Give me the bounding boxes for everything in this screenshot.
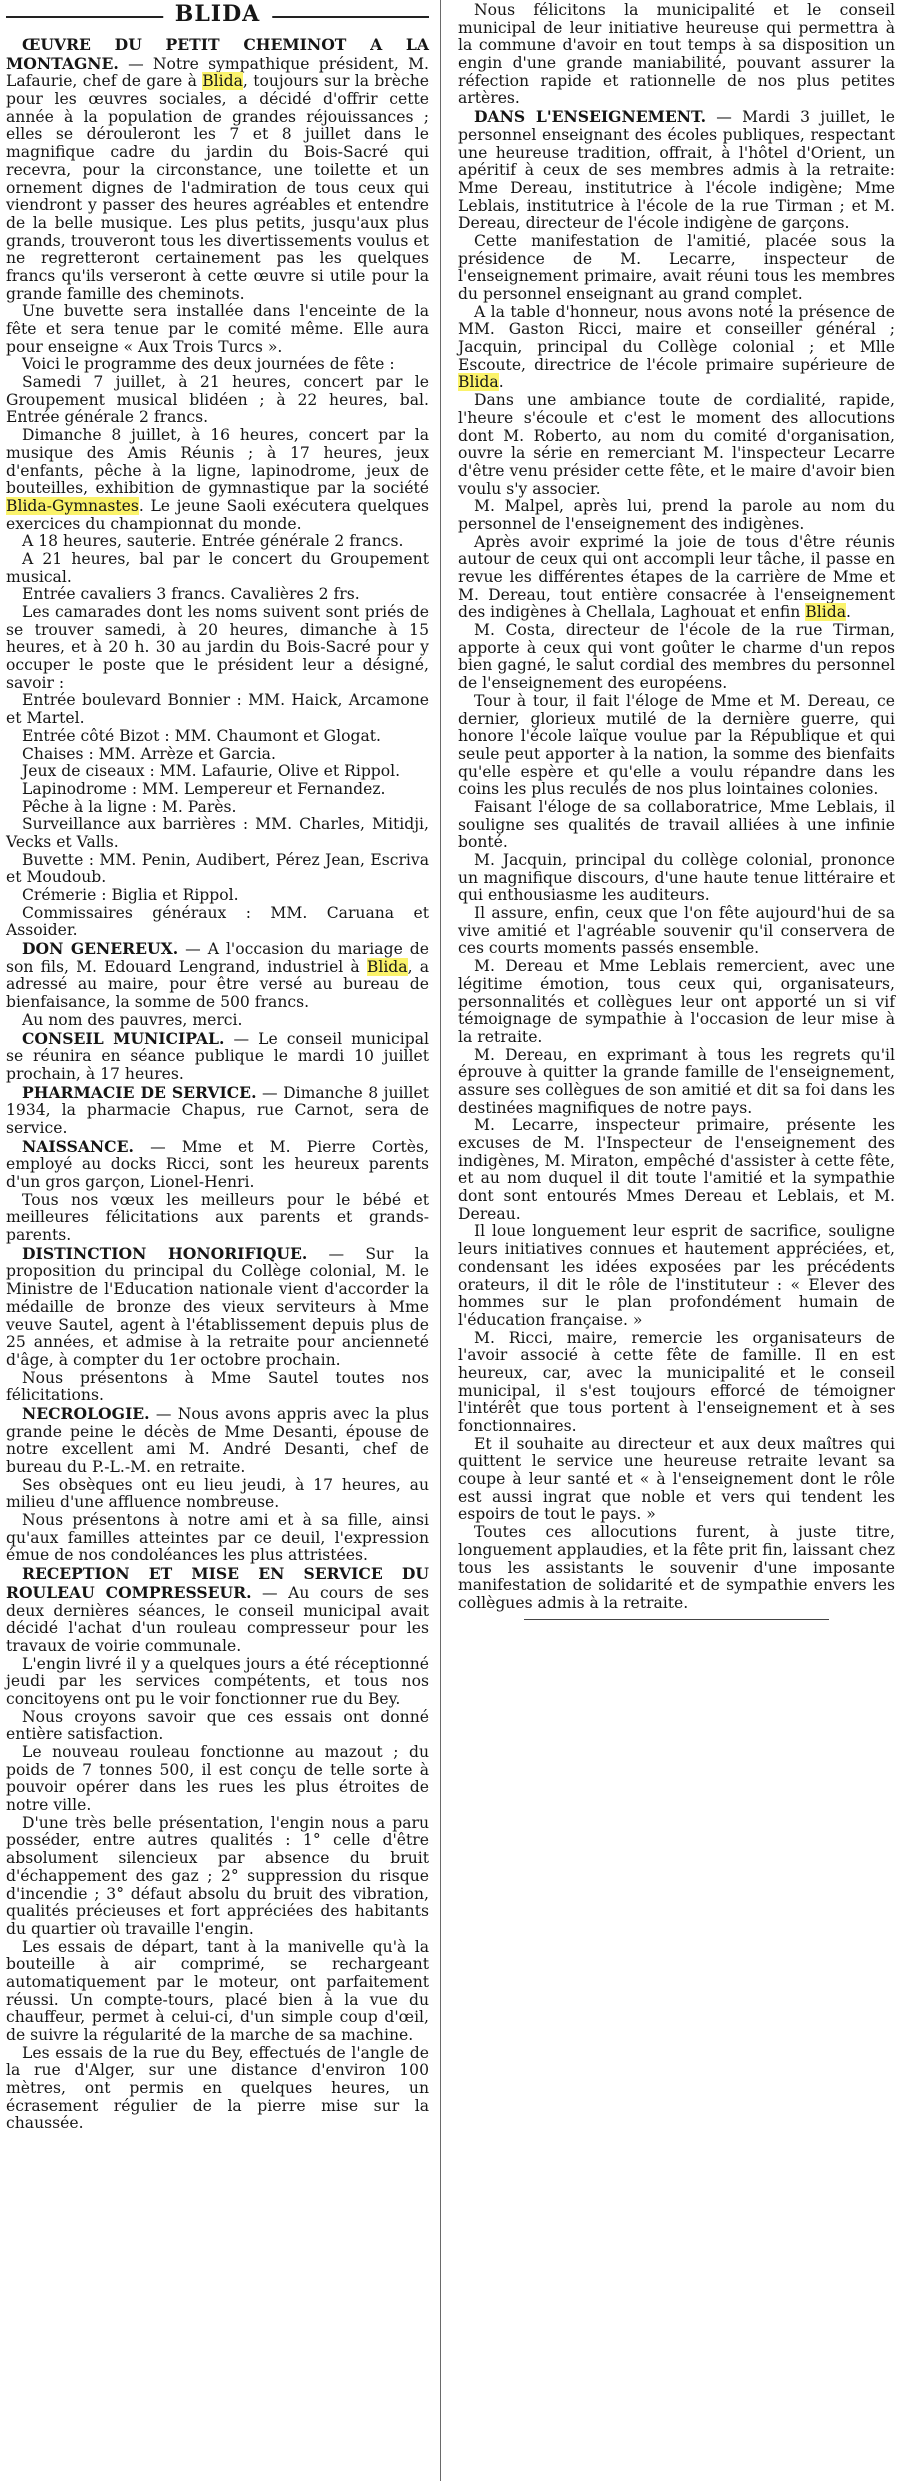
article-paragraph: M. Ricci, maire, remercie les organisateurs de l'avoir associé à cette fête de famille. Il en est heureux, car, avec la municipalité et le conseil municipal, il s'est toujours efforcé de témoigner l'intérêt que tous portent à l'enseignement et à ses fonctionnaires. xyxy=(458,1328,895,1435)
article-paragraph: Le nouveau rouleau fonctionne au mazout ; du poids de 7 tonnes 500, il est conçu de telle sorte à pouvoir opérer dans les rues les plus étroites de notre ville. xyxy=(6,1743,429,1815)
article-paragraph: PHARMACIE DE SERVICE. — Dimanche 8 juillet 1934, la pharmacie Chapus, rue Carnot, sera de service. xyxy=(6,1082,429,1137)
article-paragraph: Entrée cavaliers 3 francs. Cavalières 2 frs. xyxy=(22,585,360,604)
article-paragraph: Surveillance aux barrières : MM. Charles, Mitidji, Vecks et Valls. xyxy=(6,815,429,851)
article-paragraph: Nous croyons savoir que ces essais ont donné entière satisfaction. xyxy=(6,1707,429,1744)
article-paragraph: Nous présentons à notre ami et à sa fille, ainsi qu'aux familles atteintes par ce deuil, l'expression émue de nos condoléances les plus attristées. xyxy=(6,1511,429,1565)
article-paragraph: Commissaires généraux : MM. Caruana et Assoider. xyxy=(6,903,429,940)
article-paragraph: A 21 heures, bal par le concert du Groupement musical. xyxy=(6,549,429,586)
article-paragraph: Après avoir exprimé la joie de tous d'être réunis autour de ceux qui ont accompli leur tâche, il passe en revue les différentes étapes de la carrière de Mme et M. Dereau, tout entière consacrée à l'enseignement des indigènes à Chellala, Laghouat et enfin Blida. xyxy=(458,532,895,622)
section-masthead xyxy=(6,2,429,34)
article-paragraph: Tour à tour, il fait l'éloge de Mme et M. Dereau, ce dernier, glorieux mutilé de la dernière guerre, qui honore l'école laïque voulue par la République et qui seule peut apporter à la nation, la somme des bienfaits qu'elle espère et qu'elle a voulu répandre dans les coins les plus reculés de nos plus lointaines colonies. xyxy=(458,691,895,799)
article-paragraph: L'engin livré il y a quelques jours a été réceptionné jeudi par les services compétents, et tous nos concitoyens ont pu le voir fonctionner rue du Bey. xyxy=(6,1654,429,1708)
article-paragraph: Ses obsèques ont eu lieu jeudi, à 17 heures, au milieu d'une affluence nombreuse. xyxy=(6,1475,429,1512)
section-title: BLIDA xyxy=(163,2,273,27)
article-paragraph: DON GENEREUX. — A l'occasion du mariage de son fils, M. Edouard Lengrand, industriel à Blida, a adressé au maire, pour être versé au bureau de bienfaisance, la somme de 500 francs. xyxy=(6,939,429,1012)
article-paragraph: A 18 heures, sauterie. Entrée générale 2 francs. xyxy=(22,532,404,551)
article-paragraph: M. Dereau, en exprimant à tous les regrets qu'il éprouve à quitter la grande famille de l'enseignement, assure ses collègues de son amitié et dit sa foi dans les destinées magnifiques de notre pays. xyxy=(458,1045,895,1117)
article-paragraph: M. Costa, directeur de l'école de la rue Tirman, apporte à ceux qui vont goûter le charme d'un repos bien gagné, le salut cordial des membres du personnel de l'enseignement des européens. xyxy=(458,621,895,693)
article-paragraph: Les essais de la rue du Bey, effectués de l'angle de la rue d'Alger, sur une distance d'environ 100 mètres, ont permis en quelques heures, un écrasement régulier de la pierre mise sur la chaussée. xyxy=(6,2043,429,2133)
article-paragraph: ŒUVRE DU PETIT CHEMINOT A LA MONTAGNE. — Notre sympathique président, M. Lafaurie, chef de gare à Blida, toujours sur la brèche pour les œuvres sociales, a décidé d'offrir cette année à la population de grandes réjouissances ; elles se dérouleront les 7 et 8 juillet dans le magnifique cadre du jardin du Bois-Sacré qui recevra, pour la circonstance, une toilette et un ornement dignes de l'admiration de tous ceux qui viendront y passer des heures agréables et entendre de la belle musique. Les plus petits, jusqu'aux plus grands, trouveront tous les divertissements voulus et ne regretteront certainement pas les quelques francs qu'ils verseront à cette œuvre si utile pour la grande famille des cheminots. xyxy=(6,35,429,303)
article-paragraph: Crémerie : Biglia et Rippol. xyxy=(22,886,239,904)
article-paragraph: RECEPTION ET MISE EN SERVICE DU ROULEAU COMPRESSEUR. — Au cours de ses deux dernières séances, le conseil municipal avait décidé l'achat d'un rouleau compresseur pour les travaux de voirie communale. xyxy=(6,1564,430,1655)
article-paragraph: DANS L'ENSEIGNEMENT. — Mardi 3 juillet, le personnel enseignant des écoles publiques, respectant une heureuse tradition, offrait, à l'hôtel d'Orient, un apéritif à ceux de ses membres admis à la retraite: Mme Dereau, institutrice à l'école indigène; Mme Leblais, institutrice à l'école de la rue Tirman ; et M. Dereau, directeur de l'école indigène de garçons. xyxy=(458,107,896,233)
article-paragraph: Chaises : MM. Arrèze et Garcia. xyxy=(22,744,276,763)
article-paragraph: Les camarades dont les noms suivent sont priés de se trouver samedi, à 20 heures, dimanche à 15 heures, et à 20 h. 30 au jardin du Bois-Sacré pour y occuper le poste que le président leur a désigné, savoir : xyxy=(6,603,429,692)
article-paragraph: Une buvette sera installée dans l'enceinte de la fête et sera tenue par le comité même. Elle aura pour enseigne « Aux Trois Turcs ». xyxy=(6,302,429,356)
article-paragraph: Toutes ces allocutions furent, à juste titre, longuement applaudies, et la fête prit fin, laissant chez tous les assistants le souvenir d'une imposante manifestation de solidarité et de sympathie envers les collègues admis à la retraite. xyxy=(458,1523,895,1612)
article-paragraph: Tous nos vœux les meilleurs pour le bébé et meilleures félicitations aux parents et grands-parents. xyxy=(6,1190,429,1245)
article-paragraph: Nous présentons à Mme Sautel toutes nos félicitations. xyxy=(6,1368,429,1405)
right-column xyxy=(452,0,900,1620)
article-paragraph: Lapinodrome : MM. Lempereur et Fernandez. xyxy=(22,779,386,798)
article-paragraph: Nous félicitons la municipalité et le conseil municipal de leur initiative heureuse qui permettra à la commune d'avoir en tout temps à sa disposition un engin d'une grande maniabilité, pouvant assurer la réfection rapide et rationnelle de nos plus petites artères. xyxy=(458,1,895,108)
article-paragraph: Pêche à la ligne : M. Parès. xyxy=(22,797,237,816)
article-paragraph: M. Jacquin, principal du collège colonial, prononce un magnifique discours, d'une haute tenue littéraire et qui enthousiasme les auditeurs. xyxy=(458,851,895,905)
article-paragraph: A la table d'honneur, nous avons noté la présence de MM. Gaston Ricci, maire et conseiller général ; Jacquin, principal du Collège colonial ; et Mlle Escoute, directrice de l'école primaire supérieure de Blida. xyxy=(458,302,895,392)
article-paragraph: M. Lecarre, inspecteur primaire, présente les excuses de M. l'Inspecteur de l'enseignement des indigènes, M. Miraton, empêché d'assister à cette fête, et au nom duquel il dit toute l'amitié et la sympathie dont sont entourés Mmes Dereau et Leblais, et M. Dereau. xyxy=(458,1116,895,1223)
article-paragraph: Faisant l'éloge de sa collaboratrice, Mme Leblais, il souligne ses qualités de travail alliées à une infinie bonté. xyxy=(458,797,895,852)
article-paragraph: Il assure, enfin, ceux que l'on fête aujourd'hui de sa vive amitié et l'agréable souvenir qu'il conservera de ces courts moments passés ensemble. xyxy=(458,904,895,958)
article-paragraph: Les essais de départ, tant à la manivelle qu'à la bouteille à air comprimé, se rechargeant automatiquement par le moteur, ont parfaitement réussi. Un compte-tours, placé bien à la vue du chauffeur, permet à celui-ci, d'un simple coup d'œil, de suivre la régularité de la marche de sa machine. xyxy=(6,1937,429,2044)
article-paragraph: Entrée côté Bizot : MM. Chaumont et Glogat. xyxy=(22,726,382,745)
article-paragraph: Jeux de ciseaux : MM. Lafaurie, Olive et Rippol. xyxy=(22,762,401,781)
article-paragraph: M. Malpel, après lui, prend la parole au nom du personnel de l'enseignement des indigènes. xyxy=(458,497,895,533)
article-paragraph: Buvette : MM. Penin, Audibert, Pérez Jean, Escriva et Moudoub. xyxy=(6,850,429,887)
left-column xyxy=(0,0,434,2133)
end-rule xyxy=(524,1619,830,1620)
article-paragraph: Cette manifestation de l'amitié, placée sous la présidence de M. Lecarre, inspecteur de l'enseignement primaire, avait réuni tous les membres du personnel enseignant au grand complet. xyxy=(458,231,895,303)
article-paragraph: Et il souhaite au directeur et aux deux maîtres qui quittent le service une heureuse retraite levant sa coupe à leur santé et « à l'enseignement dont le rôle est aussi ingrat que noble et vers qui tendent les espoirs de tout le pays. » xyxy=(458,1434,895,1524)
article-paragraph: Au nom des pauvres, merci. xyxy=(22,1010,243,1029)
article-paragraph: NECROLOGIE. — Nous avons appris avec la plus grande peine le décès de Mme Desanti, épouse de notre excellent ami M. André Desanti, chef de bureau du P.-L.-M. en retraite. xyxy=(6,1403,429,1476)
article-paragraph: NAISSANCE. — Mme et M. Pierre Cortès, employé au docks Ricci, sont les heureux parents d'un gros garçon, Lionel-Henri. xyxy=(6,1136,429,1191)
article-paragraph: DISTINCTION HONORIFIQUE. — Sur la proposition du principal du Collège colonial, M. le Ministre de l'Education nationale vient d'accorder la médaille de bronze des vieux serviteurs à Mme veuve Sautel, agent à l'établissement depuis plus de 25 années, et admise à la retraite pour ancienneté d'âge, à compter du 1er octobre prochain. xyxy=(6,1243,429,1369)
article-paragraph: Entrée boulevard Bonnier : MM. Haick, Arcamone et Martel. xyxy=(6,691,429,728)
column-divider xyxy=(440,0,441,2481)
article-paragraph: Samedi 7 juillet, à 21 heures, concert par le Groupement musical blidéen ; à 22 heures, bal. Entrée générale 2 francs. xyxy=(6,373,429,427)
article-paragraph: Il loue longuement leur esprit de sacrifice, souligne leurs initiatives connues et hautement appréciées, et, condensant les idées exposées par les précédents orateurs, il dit le rôle de l'instituteur : « Elever des hommes sur le plan profondément humain de l'éducation française. » xyxy=(458,1222,895,1329)
article-paragraph: CONSEIL MUNICIPAL. — Le conseil municipal se réunira en séance publique le mardi 10 juillet prochain, à 17 heures. xyxy=(6,1028,429,1083)
article-paragraph: D'une très belle présentation, l'engin nous a paru posséder, entre autres qualités : 1° celle d'être absolument silencieux par absence du bruit d'échappement des gaz ; 2° suppression du risque d'incendie ; 3° défaut absolu du bruit des vibration, qualités précieuses et fort appréciées des habitants du quartier où travaille l'engin. xyxy=(6,1813,429,1938)
article-paragraph: Dimanche 8 juillet, à 16 heures, concert par la musique des Amis Réunis ; à 17 heures, jeux d'enfants, pêche à la ligne, lapinodrome, jeux de bouteilles, exhibition de gymnastique par la société Blida-Gymnastes. Le jeune Saoli exécutera quelques exercices du championnat du monde. xyxy=(6,426,429,533)
article-paragraph: M. Dereau et Mme Leblais remercient, avec une légitime émotion, tous ceux qui, organisateurs, personnalités et collègues leur ont apporté un si vif témoignage de sympathie à l'occasion de leur mise à la retraite. xyxy=(458,957,895,1046)
article-paragraph: Dans une ambiance toute de cordialité, rapide, l'heure s'écoule et c'est le moment des allocutions dont M. Roberto, au nom du comité d'organisation, ouvre la série en remerciant M. l'inspecteur Lecarre d'être venu présider cette fête, et le maire d'avoir bien voulu s'y associer. xyxy=(458,391,895,498)
article-paragraph: Voici le programme des deux journées de fête : xyxy=(22,355,395,374)
